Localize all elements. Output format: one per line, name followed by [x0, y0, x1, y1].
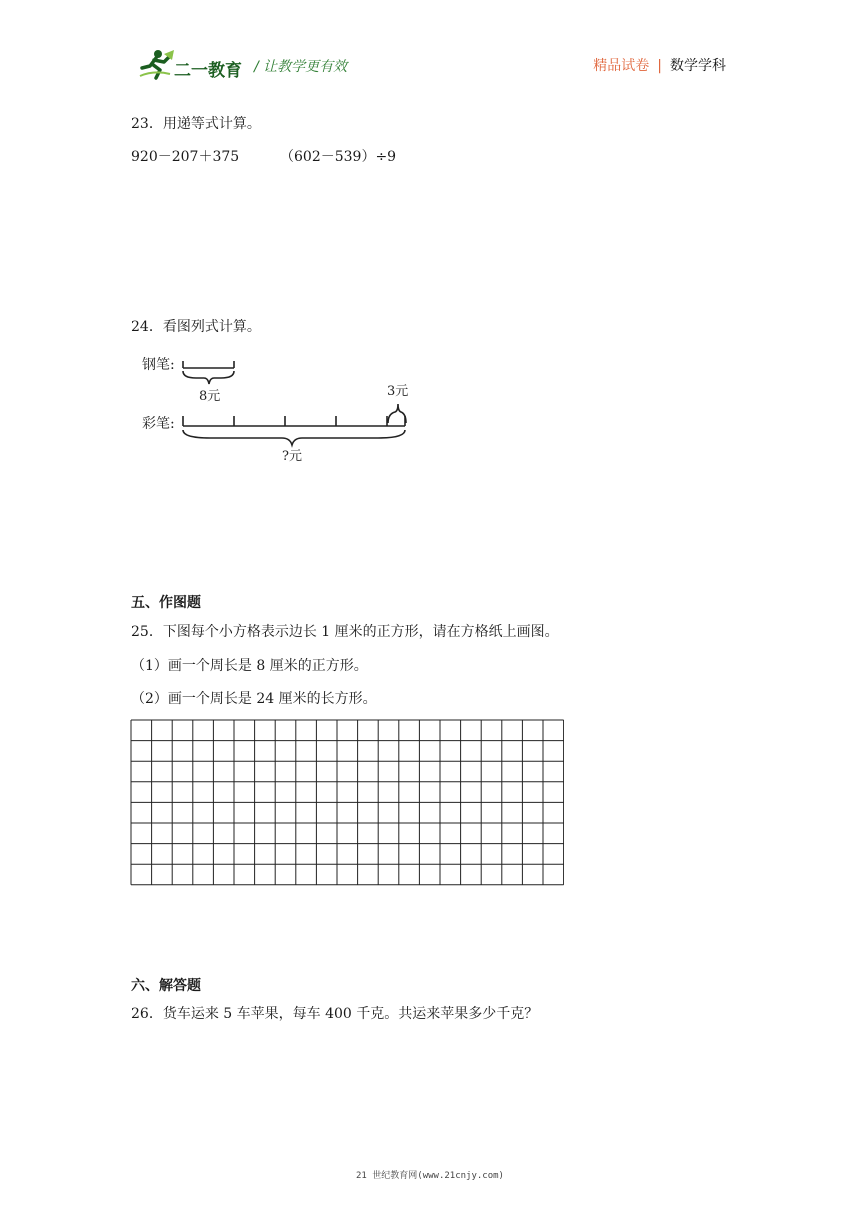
- q26-title: 26．货车运来 5 车苹果，每车 400 千克。共运来苹果多少千克？: [131, 1006, 539, 1022]
- brand-logo: [136, 48, 366, 82]
- section-6-heading: 六、解答题: [131, 978, 201, 994]
- extra-amount: 3元: [387, 384, 409, 399]
- q25-part-2: （2）画一个周长是 24 厘米的长方形。: [131, 691, 377, 707]
- header-separator: |: [657, 58, 662, 74]
- subject-label: 数学学科: [670, 58, 726, 74]
- footer-source: 21 世纪教育网(www.21cnjy.com): [356, 1171, 504, 1181]
- color-pen-label: 彩笔:: [142, 416, 175, 432]
- paper-type-label: 精品试卷: [593, 58, 650, 74]
- q25-part-1: （1）画一个周长是 8 厘米的正方形。: [131, 658, 368, 674]
- pen-price: 8元: [199, 389, 221, 404]
- logo-text: 二一教育: [174, 61, 242, 81]
- line-segment-diagram: [130, 348, 430, 468]
- q23-title: 23．用递等式计算。: [131, 116, 261, 132]
- q23-expression-1: 920－207＋375: [131, 149, 240, 165]
- pen-label: 钢笔:: [142, 357, 175, 373]
- q24-title: 24．看图列式计算。: [131, 319, 261, 335]
- square-grid-paper: [130, 719, 564, 887]
- q25-title: 25．下图每个小方格表示边长 1 厘米的正方形，请在方格纸上画图。: [131, 624, 559, 640]
- section-5-heading: 五、作图题: [131, 595, 201, 611]
- header-right: [593, 55, 726, 75]
- slogan: / 让教学更有效: [254, 59, 348, 75]
- total-unknown: ?元: [282, 449, 302, 464]
- extra-brace: [388, 404, 406, 423]
- q23-expression-2: （602－539）÷9: [280, 149, 397, 165]
- runner-logo-icon: [136, 48, 176, 80]
